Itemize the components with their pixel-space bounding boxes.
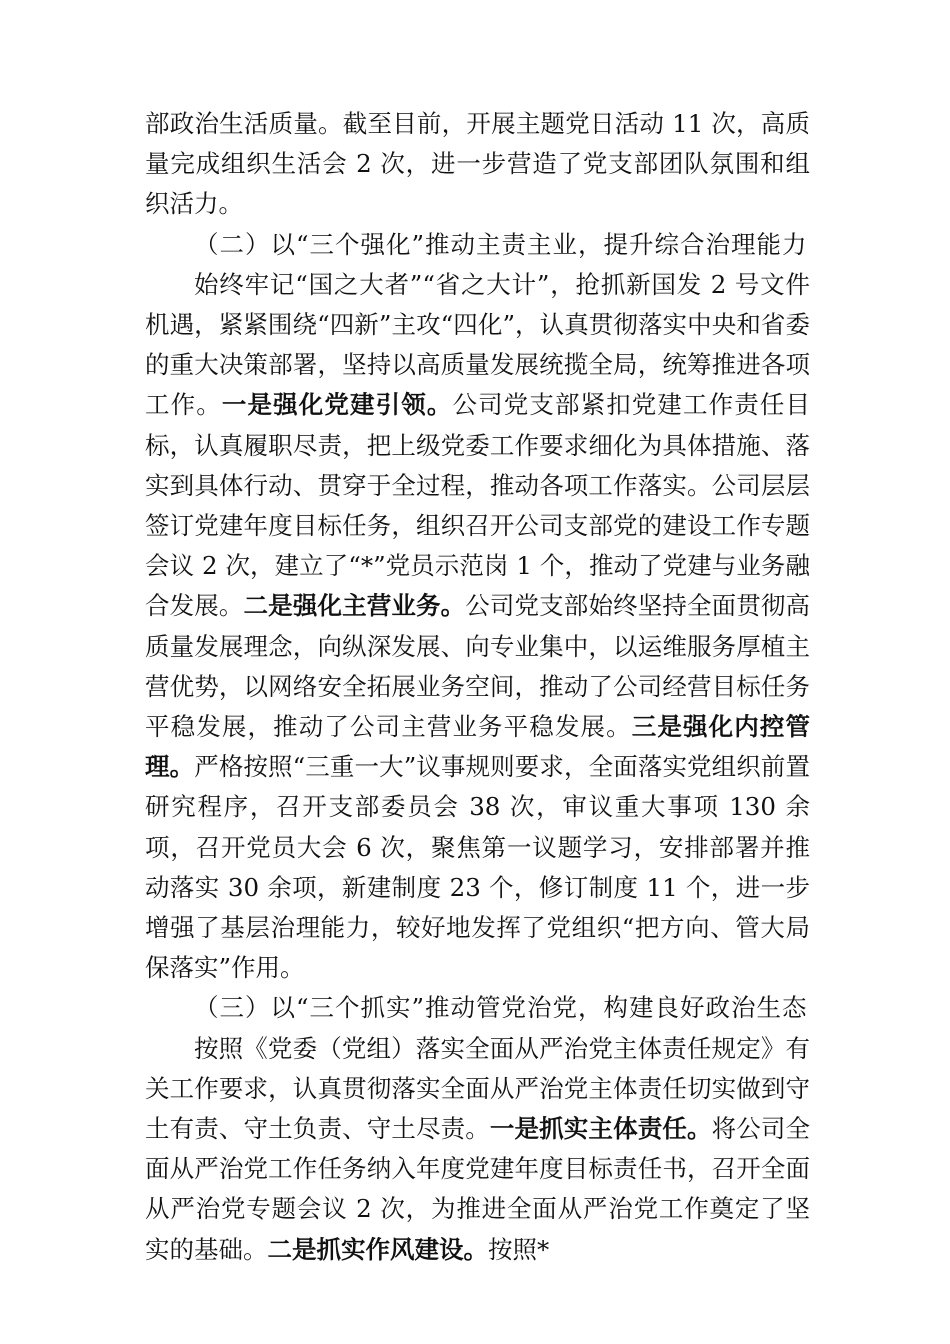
point-1-text: 将公司全面从严治党工作任务纳入年度党建年度目标责任书，召开全面从严治党专题会议 2 次，为推进全面从严治党工作奠定了坚实的基础。 [145, 1114, 811, 1264]
paragraph-party-discipline [145, 1029, 810, 1270]
bold-point-1: 一是强化党建引领。 [221, 390, 453, 420]
point-2-text: 按照* [488, 1234, 550, 1264]
bold-point-3: 三是强化内控管理。 [145, 712, 811, 782]
point-2-text: 公司党支部始终坚持全面贯彻高质量发展理念，向纵深发展、向专业集中，以运维服务厚植主营优势，以网络安全拓展业务空间，推动了公司经营目标任务平稳发展，推动了公司主营业务平稳发展。 [145, 591, 811, 742]
point-1-text: 公司党支部紧扣党建工作责任目标，认真履职尽责，把上级党委工作要求细化为具体措施、落实到具体行动、贯穿于全过程，推动各项工作落实。公司层层签订党建年度目标任务，组织召开公司支部党的建设工作专题会议 2 次，建立了“*”党员示范岗 1 个，推动了党建与业务融合发展。 [145, 390, 811, 621]
section-heading-2: （二）以“三个强化”推动主责主业，提升综合治理能力 [194, 229, 808, 259]
bold-point-2: 二是抓实作风建设。 [267, 1234, 488, 1264]
document-page [145, 104, 810, 1270]
paragraph-governance [145, 265, 810, 989]
paragraph-party-life: 部政治生活质量。截至目前，开展主题党日活动 11 次，高质量完成组织生活会 2 次，进一步营造了党支部团队氛围和组织活力。 [145, 109, 810, 219]
section-heading-3: （三）以“三个抓实”推动管党治党，构建良好政治生态 [194, 993, 808, 1023]
paragraph-intro: 始终牢记“国之大者”“省之大计”，抢抓新国发 2 号文件机遇，紧紧围绕“四新”主攻“四化”，认真贯彻落实中央和省委的重大决策部署，坚持以高质量发展统揽全局，统筹推进各项工作。 [145, 269, 810, 420]
paragraph-intro: 按照《党委（党组）落实全面从严治党主体责任规定》有关工作要求，认真贯彻落实全面从严治党主体责任切实做到守土有责、守土负责、守土尽责。 [145, 1033, 810, 1144]
bold-point-1: 一是抓实主体责任。 [489, 1114, 712, 1144]
bold-point-2: 二是强化主营业务。 [243, 591, 466, 621]
point-3-text: 严格按照“三重一大”议事规则要求，全面落实党组织前置研究程序，召开支部委员会 38 次，审议重大事项 130 余项，召开党员大会 6 次，聚焦第一议题学习，安排部署并推动落实 30 余项，新建制度 23 个，修订制度 11 个，进一步增强了基层治理能力，较好地发挥了党组织“把方向、管大局保落实”作用。 [145, 752, 810, 983]
